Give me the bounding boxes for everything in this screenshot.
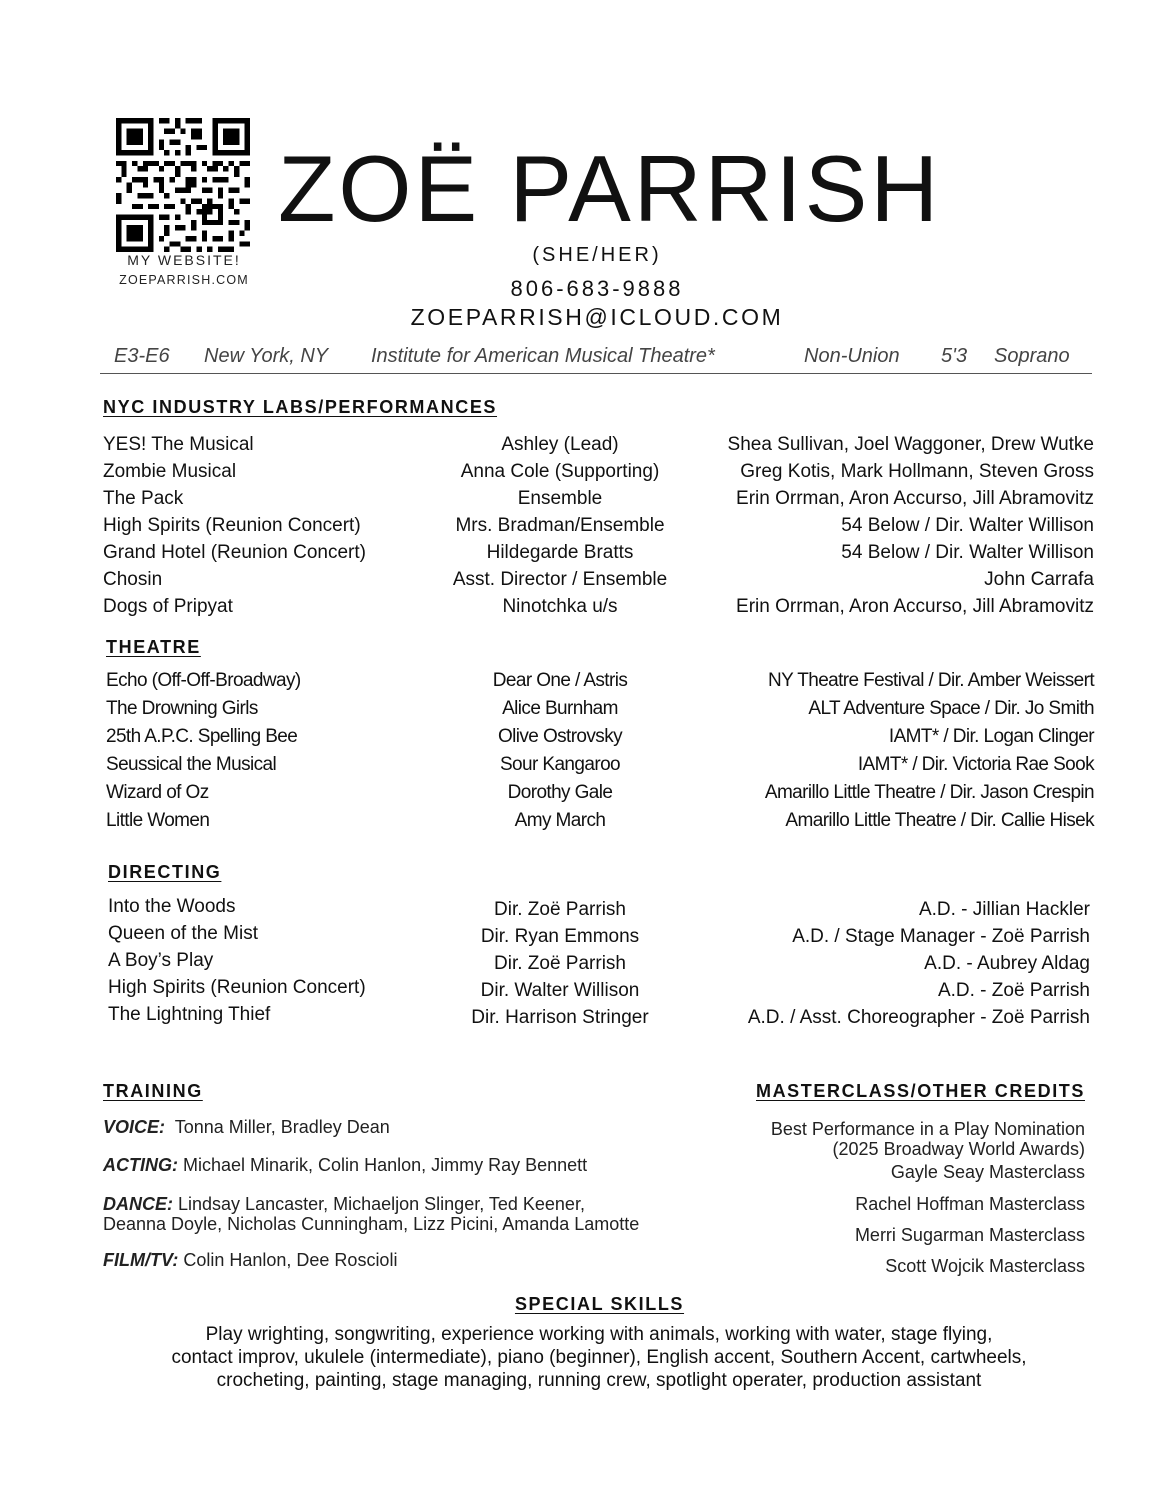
credit-row: The Pack Ensemble Erin Orrman, Aron Accurso, Jill Abramovitz	[103, 488, 1094, 509]
credit-row: Dogs of Pripyat Ninotchka u/s Erin Orrman, Aron Accurso, Jill Abramovitz	[103, 596, 1094, 617]
pronouns: (SHE/HER)	[532, 244, 662, 266]
credit-row: High Spirits (Reunion Concert) Dir. Walter Willison A.D. - Zoë Parrish	[108, 977, 1090, 1001]
phone-number[interactable]: 806-683-9888	[510, 276, 684, 301]
website-url[interactable]: ZOEPARRISH.COM	[119, 273, 249, 287]
credit-row: The Lightning Thief Dir. Harrison Stringer A.D. / Asst. Choreographer - Zoë Parrish	[108, 1004, 1090, 1028]
stat-union: Non-Union	[804, 345, 900, 367]
masterclass-item: Scott Wojcik Masterclass	[885, 1256, 1085, 1276]
stat-location: New York, NY	[204, 345, 329, 367]
credit-row: Queen of the Mist Dir. Ryan Emmons A.D. / Stage Manager - Zoë Parrish	[108, 923, 1090, 947]
website-caption: MY WEBSITE!	[127, 252, 241, 268]
qr-code-icon[interactable]	[116, 118, 250, 252]
credit-row: Little Women Amy March Amarillo Little Theatre / Dir. Callie Hisek	[106, 810, 1094, 831]
credit-row: Zombie Musical Anna Cole (Supporting) Greg Kotis, Mark Hollmann, Steven Gross	[103, 461, 1094, 482]
section-heading-training: TRAINING	[103, 1081, 203, 1101]
stat-height: 5'3	[941, 345, 968, 367]
masterclass-item: Merri Sugarman Masterclass	[854, 1225, 1085, 1245]
masterclass-item: Rachel Hoffman Masterclass	[855, 1194, 1085, 1214]
page-title: ZOË PARRISH	[278, 136, 942, 241]
training-dance: DANCE: Lindsay Lancaster, Michaeljon Slinger, Ted Keener, Deanna Doyle, Nicholas Cunningham, Lizz Picini, Amanda Lamotte	[103, 1194, 640, 1234]
credit-row: Seussical the Musical Sour Kangaroo IAMT* / Dir. Victoria Rae Sook	[106, 754, 1094, 775]
credit-row: Grand Hotel (Reunion Concert) Hildegarde Bratts 54 Below / Dir. Walter Willison	[103, 542, 1094, 563]
credit-row: A Boy’s Play Dir. Zoë Parrish A.D. - Aubrey Aldag	[108, 950, 1090, 974]
award-nomination: Best Performance in a Play Nomination (2025 Broadway World Awards)	[770, 1119, 1085, 1159]
masterclass-item: Gayle Seay Masterclass	[890, 1162, 1085, 1182]
training-film: FILM/TV: Colin Hanlon, Dee Roscioli	[103, 1250, 398, 1270]
stat-school: Institute for American Musical Theatre*	[371, 345, 715, 367]
section-heading-directing: DIRECTING	[108, 862, 222, 882]
credit-row: The Drowning Girls Alice Burnham ALT Adventure Space / Dir. Jo Smith	[106, 698, 1094, 719]
credit-row: High Spirits (Reunion Concert) Mrs. Bradman/Ensemble 54 Below / Dir. Walter Willison	[103, 515, 1094, 536]
stat-voice-type: Soprano	[994, 345, 1070, 367]
stat-age-range: E3-E6	[114, 345, 170, 367]
section-heading-masterclass: MASTERCLASS/OTHER CREDITS	[755, 1081, 1085, 1101]
section-heading-skills: SPECIAL SKILLS	[514, 1294, 685, 1314]
credit-row: YES! The Musical Ashley (Lead) Shea Sullivan, Joel Waggoner, Drew Wutke	[103, 434, 1094, 455]
credit-row: Into the Woods Dir. Zoë Parrish A.D. - Jillian Hackler	[108, 896, 1090, 920]
section-heading-theatre: THEATRE	[106, 637, 201, 657]
stats-bar	[100, 345, 1092, 371]
training-voice: VOICE: Tonna Miller, Bradley Dean	[103, 1117, 390, 1137]
credit-row: Wizard of Oz Dorothy Gale Amarillo Little Theatre / Dir. Jason Crespin	[106, 782, 1094, 803]
credit-row: Chosin Asst. Director / Ensemble John Carrafa	[103, 569, 1094, 590]
section-heading-nyc: NYC INDUSTRY LABS/PERFORMANCES	[103, 397, 498, 417]
credit-row: 25th A.P.C. Spelling Bee Olive Ostrovsky IAMT* / Dir. Logan Clinger	[106, 726, 1094, 747]
training-acting: ACTING: Michael Minarik, Colin Hanlon, Jimmy Ray Bennett	[103, 1155, 588, 1175]
header-divider	[100, 373, 1092, 374]
credit-row: Echo (Off-Off-Broadway) Dear One / Astris NY Theatre Festival / Dir. Amber Weissert	[106, 670, 1094, 691]
email-address[interactable]: ZOEPARRISH@ICLOUD.COM	[410, 304, 784, 330]
special-skills-text: Play wrighting, songwriting, experience working with animals, working with water, stage flying, contact improv, ukulele (intermediate), piano (beginner), English accent, Southern Accent, cartwheels, crocheting, painting, stage managing, running crew, spotlight operater, production assistant	[171, 1324, 1027, 1391]
